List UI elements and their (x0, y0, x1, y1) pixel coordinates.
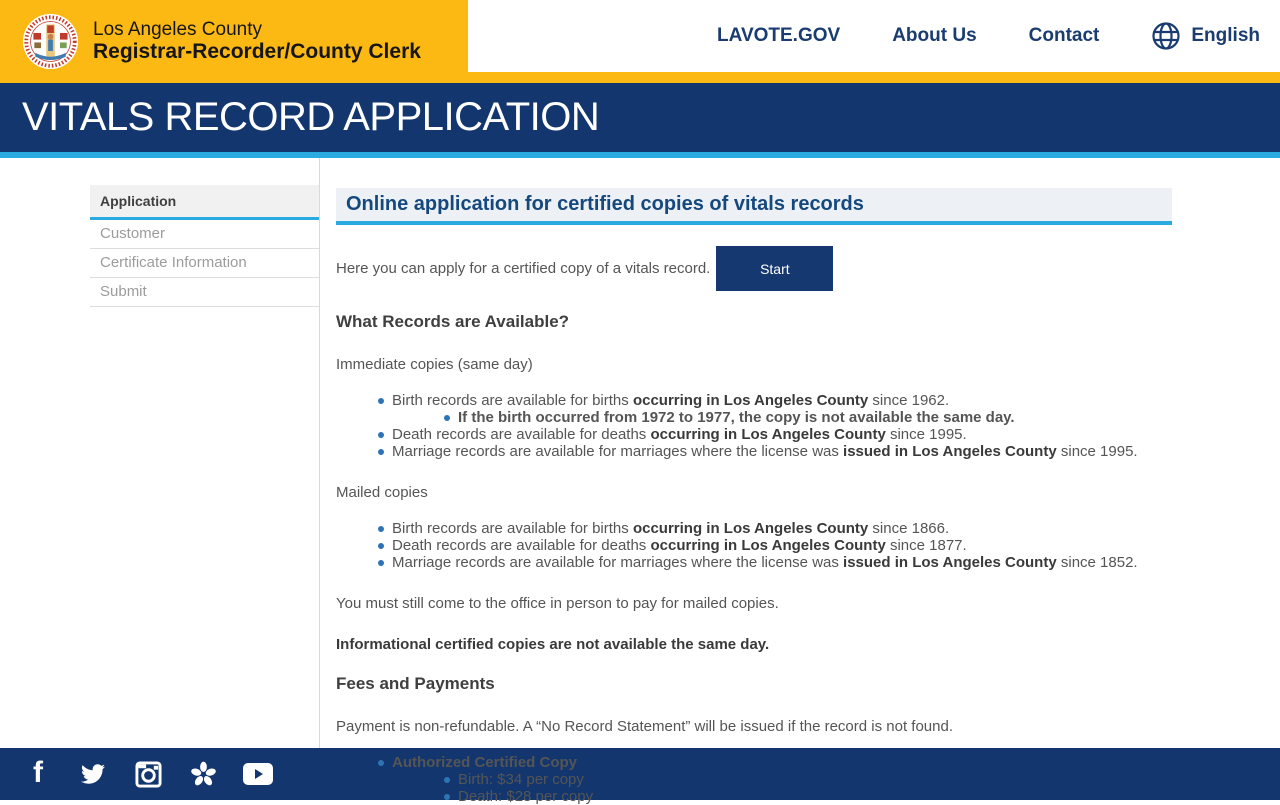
list-item-authorized-copy: Authorized Certified Copy Birth: $34 per copy Death: $28 per copy (378, 754, 1172, 805)
list-item-death-immediate: Death records are available for deaths occurring in Los Angeles County since 1995. (378, 426, 1172, 443)
youtube-icon[interactable] (244, 760, 272, 788)
fees-intro: Payment is non-refundable. A “No Record Statement” will be issued if the record is not found. (336, 718, 953, 735)
mailed-copies-list (378, 520, 1172, 571)
records-available-heading: What Records are Available? (336, 312, 570, 331)
informational-copies-note: Informational certified copies are not available the same day. (336, 636, 770, 653)
agency-line1: Los Angeles County (93, 18, 263, 40)
county-seal-icon (22, 13, 79, 70)
site-header (0, 0, 1280, 83)
sidebar (0, 158, 320, 748)
intro-row (336, 246, 1172, 291)
globe-icon (1151, 21, 1181, 51)
content-area (0, 158, 1280, 805)
header-nav (468, 0, 1280, 72)
agency-title (93, 19, 421, 65)
header-right (468, 0, 1280, 83)
agency-line2: Registrar-Recorder/County Clerk (93, 40, 421, 64)
list-item-death-fee: Death: $28 per copy (444, 788, 1172, 805)
fees-list (378, 754, 1172, 805)
intro-text: Here you can apply for a certified copy of a vitals record. (336, 260, 711, 277)
fees-heading: Fees and Payments (336, 674, 495, 693)
nav-link-about[interactable]: About Us (892, 25, 977, 46)
list-item-birth-mailed: Birth records are available for births occurring in Los Angeles County since 1866. (378, 520, 1172, 537)
immediate-copies-list (378, 392, 1172, 460)
mail-payment-note: You must still come to the office in person to pay for mailed copies. (336, 595, 779, 612)
sidebar-item-customer[interactable]: Customer (90, 220, 319, 249)
facebook-icon[interactable]: f (33, 756, 43, 789)
list-item-birth-note: If the birth occurred from 1972 to 1977, the copy is not available the same day. (444, 409, 1172, 426)
sidebar-item-application[interactable]: Application (90, 185, 319, 220)
list-item-marriage-mailed: Marriage records are available for marriages where the license was issued in Los Angeles County since 1852. (378, 554, 1172, 571)
header-brand[interactable] (0, 0, 468, 83)
start-button[interactable]: Start (716, 246, 833, 291)
sidebar-item-certificate-information[interactable]: Certificate Information (90, 249, 319, 278)
main-content (320, 158, 1280, 805)
list-item-birth-fee: Birth: $34 per copy (444, 771, 1172, 788)
twitter-icon[interactable] (79, 760, 107, 788)
page-title: VITALS RECORD APPLICATION (22, 95, 600, 139)
content-heading-bar (336, 188, 1172, 225)
sidebar-item-submit[interactable]: Submit (90, 278, 319, 307)
nav-link-lavote[interactable]: LAVOTE.GOV (717, 25, 841, 46)
list-item-marriage-immediate: Marriage records are available for marriages where the license was issued in Los Angeles County since 1995. (378, 443, 1172, 460)
sidebar-steps (90, 220, 319, 307)
header-gold-strip (468, 72, 1280, 83)
yelp-icon[interactable] (189, 760, 217, 788)
language-selector[interactable] (1151, 21, 1260, 51)
list-item-birth-immediate: Birth records are available for births occurring in Los Angeles County since 1962. If the birth occurred from 1972 to 1977, the copy is not available the same day. (378, 392, 1172, 426)
list-item-death-mailed: Death records are available for deaths occurring in Los Angeles County since 1877. (378, 537, 1172, 554)
immediate-copies-label: Immediate copies (same day) (336, 356, 533, 373)
content-heading: Online application for certified copies of vitals records (346, 193, 864, 215)
mailed-copies-label: Mailed copies (336, 484, 428, 501)
nav-link-contact[interactable]: Contact (1028, 25, 1100, 46)
page-banner (0, 83, 1280, 152)
language-label: English (1191, 25, 1260, 46)
instagram-icon[interactable] (134, 760, 162, 788)
